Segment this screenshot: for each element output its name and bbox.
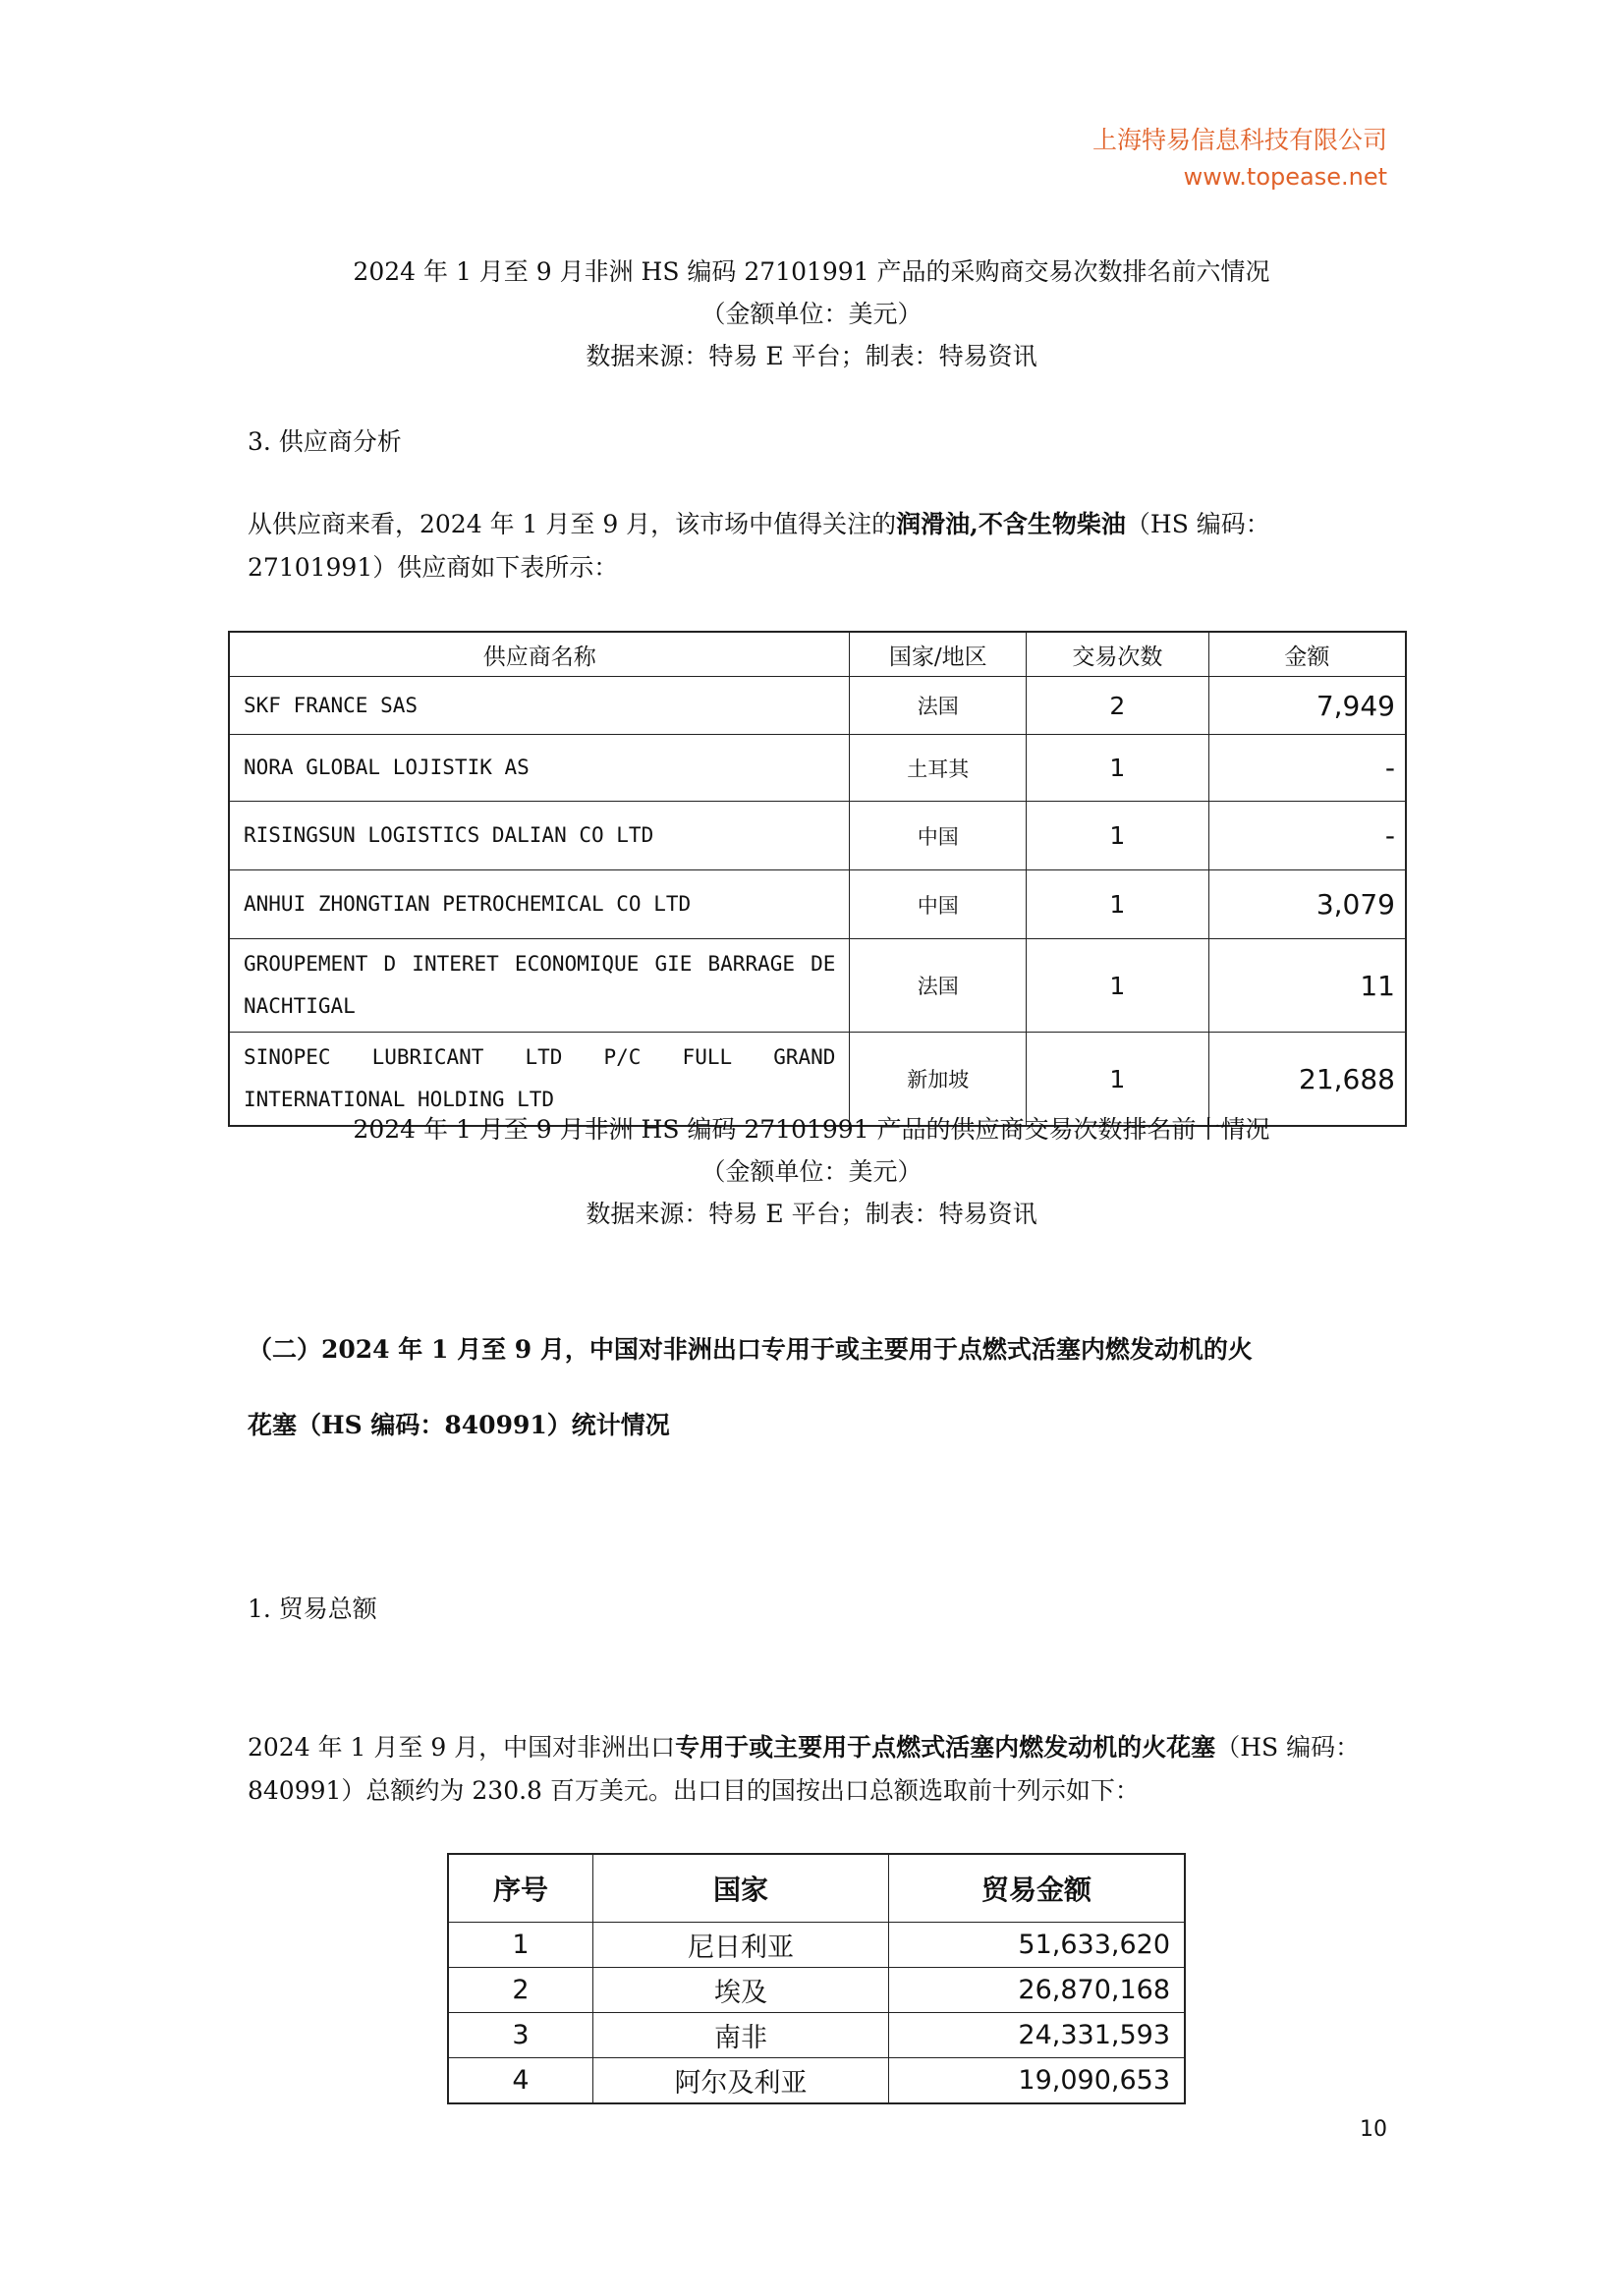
table-row bbox=[448, 2058, 1185, 2104]
company-website[interactable]: www.topease.net bbox=[1183, 163, 1387, 191]
page-number: 10 bbox=[1360, 2117, 1387, 2142]
supplier-amount: 21,688 bbox=[1208, 1033, 1406, 1127]
supplier-amount: 3,079 bbox=[1208, 870, 1406, 939]
supplier-count: 1 bbox=[1027, 802, 1209, 870]
section3-intro-product: 润滑油,不含生物柴油 bbox=[896, 510, 1126, 538]
row-value: 51,633,620 bbox=[889, 1923, 1186, 1968]
section1-para-suffix: （HS 编码：840991）总额约为 230.8 百万美元。出口目的国按出口总额选取前十列示如下： bbox=[248, 1733, 1361, 1805]
supplier-count: 2 bbox=[1027, 677, 1209, 735]
caption2-source: 数据来源：特易 E 平台；制表：特易资讯 bbox=[586, 1200, 1037, 1228]
supplier-name: SINOPEC LUBRICANT LTD P/C FULL GRAND INTERNATIONAL HOLDING LTD bbox=[229, 1033, 850, 1127]
row-index: 1 bbox=[448, 1923, 593, 1968]
part2-heading-line2: 花塞（HS 编码：840991）统计情况 bbox=[248, 1411, 670, 1439]
table-header-row bbox=[448, 1854, 1185, 1923]
part2-heading-line1: （二）2024 年 1 月至 9 月，中国对非洲出口专用于或主要用于点燃式活塞内燃发动机的火 bbox=[248, 1335, 1253, 1364]
section1-para-prefix: 2024 年 1 月至 9 月，中国对非洲出口 bbox=[248, 1733, 676, 1762]
supplier-country: 新加坡 bbox=[850, 1033, 1027, 1127]
supplier-country: 中国 bbox=[850, 870, 1027, 939]
section1-paragraph bbox=[248, 1726, 1387, 1813]
caption2-title: 2024 年 1 月至 9 月非洲 HS 编码 27101991 产品的供应商交易次数排名前十情况 bbox=[353, 1115, 1270, 1144]
section3-heading: 3. 供应商分析 bbox=[248, 427, 402, 456]
table-row bbox=[229, 677, 1406, 735]
trade-table bbox=[447, 1853, 1186, 2104]
supplier-amount: 11 bbox=[1208, 939, 1406, 1033]
table-row bbox=[448, 2013, 1185, 2058]
header-index: 序号 bbox=[448, 1854, 593, 1923]
supplier-amount: - bbox=[1208, 802, 1406, 870]
row-country: 埃及 bbox=[593, 1968, 889, 2013]
supplier-country: 法国 bbox=[850, 677, 1027, 735]
header-country: 国家 bbox=[593, 1854, 889, 1923]
supplier-name: SKF FRANCE SAS bbox=[229, 677, 850, 735]
header-trade-value: 贸易金额 bbox=[889, 1854, 1186, 1923]
table-row bbox=[229, 802, 1406, 870]
supplier-country: 土耳其 bbox=[850, 735, 1027, 802]
supplier-count: 1 bbox=[1027, 939, 1209, 1033]
section1-heading: 1. 贸易总额 bbox=[248, 1595, 377, 1623]
row-index: 4 bbox=[448, 2058, 593, 2104]
section3-intro-suffix: （HS 编码：27101991）供应商如下表所示： bbox=[248, 510, 1270, 582]
table-row bbox=[229, 735, 1406, 802]
table-header-row bbox=[229, 632, 1406, 677]
header-count: 交易次数 bbox=[1027, 632, 1209, 677]
supplier-name: NORA GLOBAL LOJISTIK AS bbox=[229, 735, 850, 802]
row-index: 3 bbox=[448, 2013, 593, 2058]
caption1-source: 数据来源：特易 E 平台；制表：特易资讯 bbox=[586, 342, 1037, 370]
supplier-name: RISINGSUN LOGISTICS DALIAN CO LTD bbox=[229, 802, 850, 870]
section1-para-product: 专用于或主要用于点燃式活塞内燃发动机的火花塞 bbox=[675, 1733, 1216, 1762]
section3-intro-prefix: 从供应商来看，2024 年 1 月至 9 月，该市场中值得关注的 bbox=[248, 510, 897, 538]
table-row bbox=[229, 939, 1406, 1033]
supplier-name: ANHUI ZHONGTIAN PETROCHEMICAL CO LTD bbox=[229, 870, 850, 939]
header-country: 国家/地区 bbox=[850, 632, 1027, 677]
row-country: 阿尔及利亚 bbox=[593, 2058, 889, 2104]
supplier-count: 1 bbox=[1027, 735, 1209, 802]
row-value: 19,090,653 bbox=[889, 2058, 1186, 2104]
row-value: 26,870,168 bbox=[889, 1968, 1186, 2013]
section3-intro bbox=[248, 503, 1387, 589]
supplier-country: 中国 bbox=[850, 802, 1027, 870]
supplier-count: 1 bbox=[1027, 870, 1209, 939]
table-row bbox=[229, 870, 1406, 939]
header-amount: 金额 bbox=[1208, 632, 1406, 677]
caption1-title: 2024 年 1 月至 9 月非洲 HS 编码 27101991 产品的采购商交易次数排名前六情况 bbox=[353, 257, 1270, 286]
row-country: 南非 bbox=[593, 2013, 889, 2058]
company-name: 上海特易信息科技有限公司 bbox=[1091, 126, 1387, 154]
supplier-amount: 7,949 bbox=[1208, 677, 1406, 735]
caption2-unit: （金额单位：美元） bbox=[700, 1157, 923, 1186]
row-index: 2 bbox=[448, 1968, 593, 2013]
supplier-count: 1 bbox=[1027, 1033, 1209, 1127]
supplier-name: GROUPEMENT D INTERET ECONOMIQUE GIE BARRAGE DE NACHTIGAL bbox=[229, 939, 850, 1033]
supplier-amount: - bbox=[1208, 735, 1406, 802]
supplier-country: 法国 bbox=[850, 939, 1027, 1033]
supplier-table bbox=[228, 631, 1407, 1127]
table-row bbox=[448, 1968, 1185, 2013]
row-country: 尼日利亚 bbox=[593, 1923, 889, 1968]
caption1-unit: （金额单位：美元） bbox=[700, 300, 923, 328]
table-row bbox=[448, 1923, 1185, 1968]
row-value: 24,331,593 bbox=[889, 2013, 1186, 2058]
header-supplier-name: 供应商名称 bbox=[229, 632, 850, 677]
